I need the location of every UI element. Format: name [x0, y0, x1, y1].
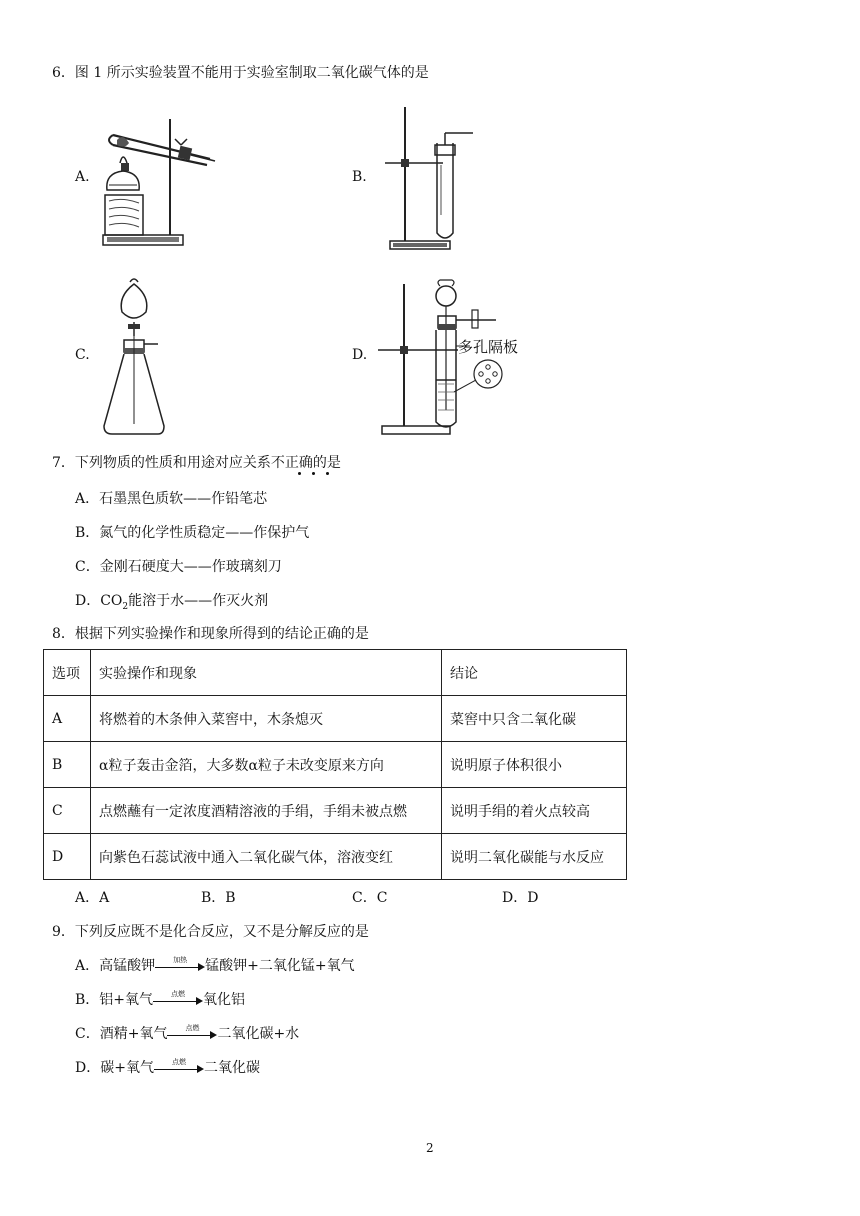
question-9-stem: 9．下列反应既不是化合反应，又不是分解反应的是: [52, 924, 369, 940]
reaction-arrow-icon: [153, 990, 203, 1007]
reaction-condition: 点燃: [171, 1058, 186, 1066]
q8-answer-b: B．B: [201, 890, 236, 906]
table-header-row: [44, 650, 627, 696]
products: 氧化铝: [203, 992, 246, 1008]
reaction-condition: 点燃: [185, 1024, 200, 1032]
table-cell: 将燃着的木条伸入菜窖中，木条熄灭: [91, 696, 442, 742]
q6-option-d-label: D.: [352, 347, 368, 363]
table-row: [44, 834, 627, 880]
q7-option-a: A．石墨黑色质软——作铅笔芯: [75, 491, 268, 507]
table-header-cell: 选项: [44, 650, 91, 696]
table-cell: α粒子轰击金箔，大多数α粒子未改变原来方向: [91, 742, 442, 788]
emphasis-dot: [298, 472, 301, 475]
q6-option-a-label: A.: [75, 169, 90, 185]
products: 锰酸钾+二氧化锰+氧气: [205, 958, 355, 974]
q7-option-d-prefix: D．CO: [75, 593, 123, 609]
reaction-arrow-icon: [155, 956, 205, 973]
table-header-cell: 实验操作和现象: [91, 650, 442, 696]
table-cell: 菜窖中只含二氧化碳: [442, 696, 627, 742]
question-6-stem: 6．图 1 所示实验装置不能用于实验室制取二氧化碳气体的是: [52, 65, 429, 81]
apparatus-d-diagram: [378, 280, 538, 440]
table-cell: A: [44, 696, 91, 742]
emphasis-dot: [326, 472, 329, 475]
apparatus-b-diagram: [385, 105, 485, 255]
q8-answer-a: A．A: [75, 890, 110, 906]
table-cell: 向紫色石蕊试液中通入二氧化碳气体，溶液变红: [91, 834, 442, 880]
q9-option-c: [75, 1023, 299, 1043]
apparatus-a-diagram: [95, 115, 225, 250]
table-cell: B: [44, 742, 91, 788]
table-row: [44, 788, 627, 834]
table-cell: 说明二氧化碳能与水反应: [442, 834, 627, 880]
q6-option-b-label: B.: [352, 169, 367, 185]
table-row: [44, 696, 627, 742]
reactants: C．酒精+氧气: [75, 1026, 168, 1042]
q6-option-c-label: C.: [75, 347, 90, 363]
apparatus-c-diagram: [100, 276, 180, 441]
table-cell: D: [44, 834, 91, 880]
q8-answer-d: D．D: [502, 890, 539, 906]
reaction-condition: 点燃: [171, 990, 186, 998]
reactants: A．高锰酸钾: [75, 958, 156, 974]
reactants: B．铝+氧气: [75, 992, 154, 1008]
q7-option-d-suffix: 能溶于水——作灭火剂: [128, 593, 269, 609]
question-7-stem: 7．下列物质的性质和用途对应关系不正确的是: [52, 455, 341, 471]
reaction-arrow-icon: [154, 1058, 204, 1075]
reaction-condition: 加热: [173, 956, 188, 964]
q8-answer-c: C．C: [352, 890, 388, 906]
question-8-stem: 8．根据下列实验操作和现象所得到的结论正确的是: [52, 626, 369, 642]
reactants: D．碳+氧气: [75, 1060, 154, 1076]
q9-option-a: [75, 955, 355, 975]
table-header-cell: 结论: [442, 650, 627, 696]
experiment-table: [43, 649, 627, 880]
page-number: 2: [426, 1141, 434, 1155]
table-cell: 说明手绢的着火点较高: [442, 788, 627, 834]
emphasis-dot: [312, 472, 315, 475]
table-cell: 点燃蘸有一定浓度酒精溶液的手绢，手绢未被点燃: [91, 788, 442, 834]
table-row: [44, 742, 627, 788]
products: 二氧化碳+水: [217, 1026, 300, 1042]
q7-option-b: B．氮气的化学性质稳定——作保护气: [75, 525, 310, 541]
q7-option-d-subscript: 2: [122, 601, 129, 612]
table-cell: 说明原子体积很小: [442, 742, 627, 788]
q7-option-c: C．金刚石硬度大——作玻璃刻刀: [75, 559, 282, 575]
q9-option-b: [75, 989, 245, 1009]
reaction-arrow-icon: [167, 1024, 217, 1041]
q7-option-d: [75, 590, 268, 612]
table-cell: C: [44, 788, 91, 834]
q9-option-d: [75, 1057, 260, 1077]
products: 二氧化碳: [203, 1060, 260, 1076]
porous-plate-label: 多孔隔板: [458, 338, 519, 356]
